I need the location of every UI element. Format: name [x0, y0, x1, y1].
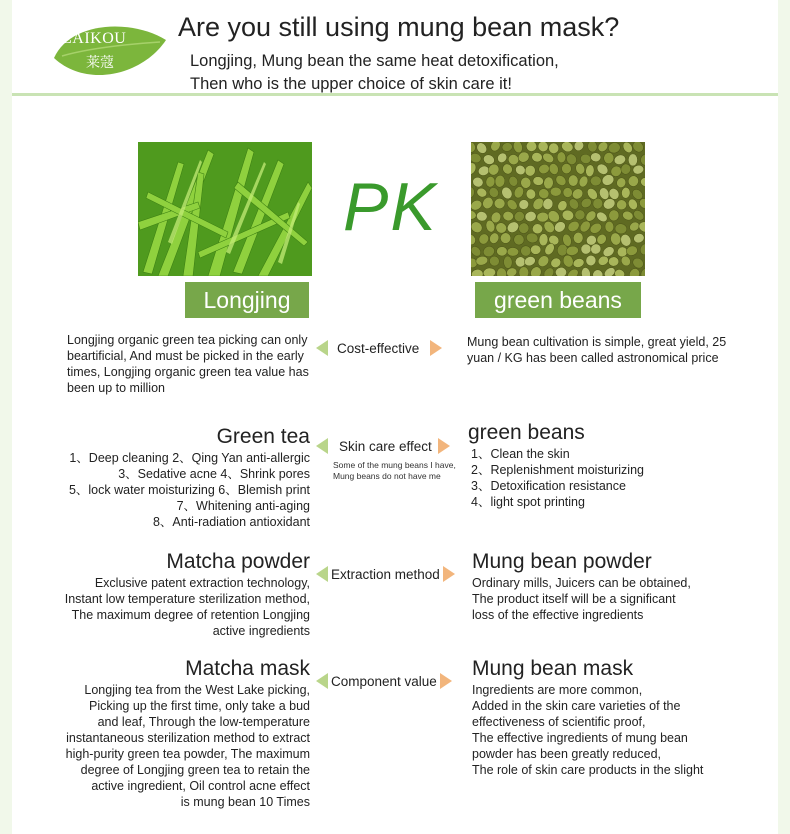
mung-bean [496, 246, 507, 256]
extraction-left-line: Exclusive patent extraction technology, [94, 576, 310, 590]
component-left-line: high-purity green tea powder, The maximum [65, 747, 310, 761]
arrow-right-icon [430, 340, 442, 356]
skin-right-line: 4、light spot printing [471, 495, 585, 509]
skin-left-line: 8、Anti-radiation antioxidant [152, 515, 310, 529]
skin-right-line: 1、Clean the skin [471, 447, 570, 461]
cost-right-text: Mung bean cultivation is simple, great yield, 25 yuan / KG has been called astronomical price [467, 335, 727, 365]
page-subtitle [190, 50, 559, 96]
component-right-line: Added in the skin care varieties of the [472, 699, 681, 713]
component-left-line: degree of Longjing green tea to retain the [80, 763, 310, 777]
component-right-line: Ingredients are more common, [472, 683, 643, 697]
extraction-left-heading: Matcha powder [166, 550, 310, 573]
extraction-left-line: The maximum degree of retention Longjing [71, 608, 310, 622]
component-left-line: instantaneous sterilization method to extract [66, 731, 310, 745]
extraction-right-heading: Mung bean powder [472, 550, 652, 573]
component-left-line: Longjing tea from the West Lake picking, [84, 683, 310, 697]
extraction-right-block [472, 549, 691, 623]
extraction-left-block [65, 549, 310, 639]
logo-chinese-text: 莱蔻 [86, 55, 114, 71]
header-banner [12, 0, 778, 96]
mung-bean [550, 187, 561, 196]
skin-label-text: Skin care effect [339, 438, 432, 454]
skin-note [333, 460, 456, 482]
arrow-left-icon [316, 566, 328, 582]
arrow-right-icon [443, 566, 455, 582]
component-left-line: Picking up the first time, only take a bud [89, 699, 310, 713]
logo-text: LAIKOU [62, 30, 127, 47]
component-left-line: is mung bean 10 Times [180, 795, 310, 809]
component-label-text: Component value [331, 673, 437, 689]
mung-bean [494, 198, 505, 209]
mung-bean [605, 221, 614, 232]
skin-left-heading: Green tea [216, 425, 310, 448]
skin-left-line: 7、Whitening anti-aging [176, 499, 310, 513]
cost-left-text: Longjing organic green tea picking can only beartificial, And must be picked in the early times, Longjing organic green tea value has been up to million [67, 333, 309, 395]
extraction-method-label [316, 566, 455, 582]
extraction-right-line: Ordinary mills, Juicers can be obtained, [472, 576, 691, 590]
subtitle-line-1: Longjing, Mung bean the same heat detoxification, [190, 52, 559, 70]
longjing-badge: Longjing [185, 282, 309, 318]
brand-logo [50, 18, 168, 86]
extraction-left-line: Instant low temperature sterilization method, [64, 592, 310, 606]
mung-bean [530, 245, 541, 255]
component-left-line: and leaf, Through the low-temperature [97, 715, 310, 729]
page-frame-right [778, 0, 790, 834]
component-right-heading: Mung bean mask [472, 657, 634, 680]
arrow-left-icon [316, 340, 328, 356]
skin-note-line-1: Some of the mung beans I have, [333, 460, 456, 470]
arrow-left-icon [316, 438, 328, 454]
mung-bean [616, 200, 627, 210]
cost-label-text: Cost-effective [337, 340, 420, 356]
mung-bean [568, 175, 578, 187]
page-frame-left [0, 0, 12, 834]
skin-note-line-2: Mung beans do not have me [333, 471, 441, 481]
mung-bean [628, 154, 637, 166]
extraction-left-line: active ingredients [212, 624, 310, 638]
cost-effective-label [316, 340, 442, 356]
skin-left-block [69, 424, 310, 530]
skin-right-heading: green beans [468, 421, 585, 444]
longjing-tea-photo [138, 142, 312, 276]
component-left-line: active ingredient, Oil control acne effect [91, 779, 310, 793]
component-right-block [472, 656, 703, 778]
skin-left-line: 5、lock water moisturizing 6、Blemish print [68, 483, 310, 497]
skin-left-line: 3、Sedative acne 4、Shrink pores [118, 467, 310, 481]
subtitle-line-2: Then who is the upper choice of skin care it! [190, 75, 512, 93]
extraction-right-line: loss of the effective ingredients [472, 608, 644, 622]
mung-bean [573, 232, 583, 244]
component-right-line: The role of skin care products in the slight [472, 763, 704, 777]
skin-care-effect-label [316, 438, 450, 454]
component-right-line: powder has been greatly reduced, [472, 747, 662, 761]
page-title: Are you still using mung bean mask? [178, 12, 620, 42]
component-right-line: The effective ingredients of mung bean [472, 731, 688, 745]
arrow-left-icon [316, 673, 328, 689]
extraction-right-line: The product itself will be a significant [472, 592, 676, 606]
component-value-label [316, 673, 452, 689]
skin-right-line: 2、Replenishment moisturizing [471, 463, 644, 477]
skin-right-block [468, 420, 644, 510]
mung-bean [519, 267, 529, 276]
mung-bean [507, 247, 519, 256]
skin-right-line: 3、Detoxification resistance [471, 479, 626, 493]
arrow-right-icon [438, 438, 450, 454]
green-beans-badge: green beans [475, 282, 641, 318]
pk-versus-text: PK [343, 169, 438, 245]
arrow-right-icon [440, 673, 452, 689]
extraction-label-text: Extraction method [331, 566, 440, 582]
component-left-block [66, 656, 310, 810]
component-right-line: effectiveness of scientific proof, [472, 715, 646, 729]
mung-beans-photo [471, 142, 645, 276]
skin-left-line: 1、Deep cleaning 2、Qing Yan anti-allergic [69, 451, 310, 465]
component-left-heading: Matcha mask [185, 657, 310, 680]
